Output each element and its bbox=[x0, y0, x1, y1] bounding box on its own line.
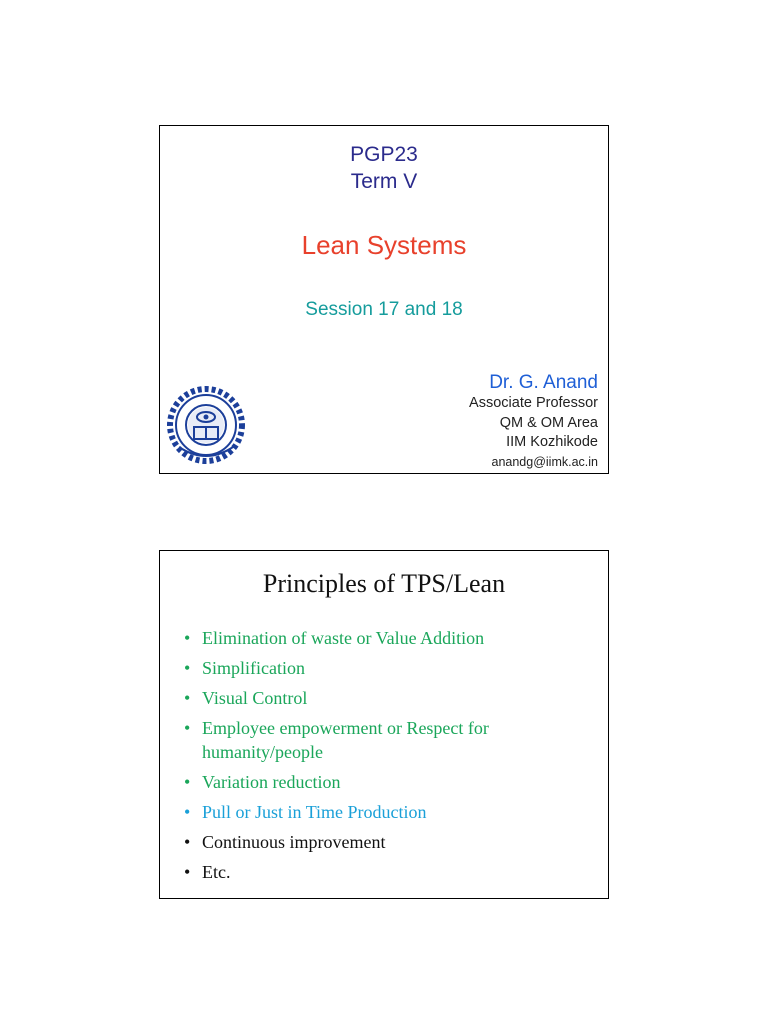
presenter-designation: Associate Professor bbox=[469, 395, 598, 411]
list-item-text: Pull or Just in Time Production bbox=[202, 802, 427, 822]
list-item bbox=[184, 770, 594, 794]
bullet-icon: • bbox=[184, 658, 191, 678]
presenter-name: Dr. G. Anand bbox=[489, 372, 598, 393]
session-label: Session 17 and 18 bbox=[305, 299, 463, 320]
bullet-icon: • bbox=[184, 802, 191, 822]
list-item bbox=[184, 860, 594, 884]
bullet-icon: • bbox=[184, 832, 191, 852]
bullet-icon: • bbox=[184, 718, 191, 738]
iim-kozhikode-seal-icon bbox=[165, 385, 247, 465]
presenter-institute: IIM Kozhikode bbox=[506, 434, 598, 450]
bullet-icon: • bbox=[184, 628, 191, 648]
lecture-title: Lean Systems bbox=[301, 230, 467, 260]
bullet-icon: • bbox=[184, 688, 191, 708]
list-item bbox=[184, 686, 594, 710]
principles-slide bbox=[159, 550, 609, 899]
list-item bbox=[184, 656, 594, 680]
list-item-text: Etc. bbox=[202, 862, 231, 882]
bullet-icon: • bbox=[184, 772, 191, 792]
title-slide bbox=[159, 125, 609, 474]
list-item-text: Elimination of waste or Value Addition bbox=[202, 628, 485, 648]
list-item-text: Simplification bbox=[202, 658, 305, 678]
principles-list bbox=[184, 626, 594, 890]
list-item bbox=[184, 716, 594, 764]
bullet-icon: • bbox=[184, 862, 191, 882]
presenter-info bbox=[469, 371, 598, 471]
list-item-text: Employee empowerment or Respect for humanity/people bbox=[202, 718, 489, 762]
presenter-email: anandg@iimk.ac.in bbox=[491, 454, 598, 469]
list-item-text: Visual Control bbox=[202, 688, 308, 708]
list-item-text: Variation reduction bbox=[202, 772, 341, 792]
presenter-area: QM & OM Area bbox=[499, 414, 598, 431]
list-item bbox=[184, 830, 594, 854]
course-code: PGP23 bbox=[350, 143, 418, 166]
list-item bbox=[184, 626, 594, 650]
term-label: Term V bbox=[350, 170, 418, 193]
list-item-text: Continuous improvement bbox=[202, 832, 386, 852]
slide-title: Principles of TPS/Lean bbox=[262, 569, 506, 598]
list-item bbox=[184, 800, 594, 824]
